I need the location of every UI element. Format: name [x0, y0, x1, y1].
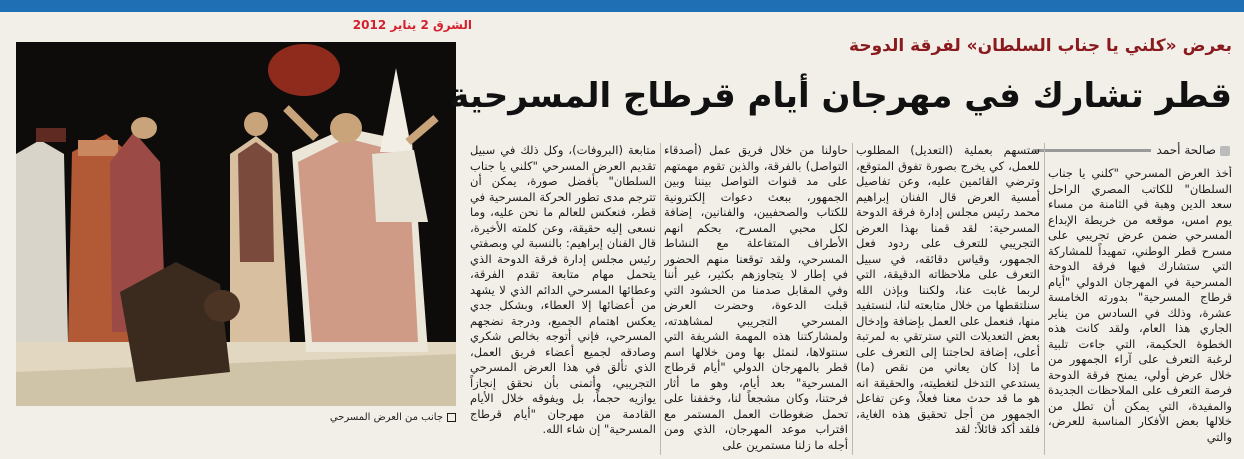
byline — [1050, 143, 1230, 161]
photo-caption — [320, 412, 456, 428]
column-divider — [1044, 143, 1045, 455]
byline-bullet-icon — [1220, 146, 1230, 156]
stage-scene-illustration — [16, 42, 456, 406]
top-color-bar — [0, 0, 1244, 12]
column-divider — [852, 143, 853, 455]
caption-text: جانب من العرض المسرحي — [329, 412, 443, 423]
article-column-2: ستسهم بعملية (التعديل) المطلوب للعمل، كي يخرج بصورة تفوق المتوقع، وترضي القائمين عليه، وعن تفاصيل أمسية العرض قال الفنان إبراهيم محمد رئيس مجلس إدارة فرقة الدوحة المسرحية: لقد قمنا بهذا العرض التجريبي للتعرف على ردود فعل الجمهور، وقياس دقائقه، في سبيل التعرف على ملاحظاته الدقيقة، التي لربما غابت عنا، ولكننا وبإذن الله سنلتقطها من خلال متابعته لنا، لنستفيد منها، فنعمل على العمل بإضافة وإدخال بعض التعديلات التي سترتقي به لمرتبة أعلى، إضافة لحاجتنا إلى التعرف على ما إذا كان يعاني من نقص (ما) يستدعي التدخل لتغطيته، والحقيقة انه هو ما قد حدث معنا فعلاً، وعن تفاعل الجمهور من أجل تحقيق هذه الغاية، فلقد أكد قائلاً: لقد — [856, 143, 1040, 436]
kicker: بعرض «كلني يا جناب السلطان» لفرقة الدوحة — [849, 36, 1232, 56]
article-column-4: متابعة (البروفات)، وكل ذلك في سبيل تقديم العرض المسرحي "كلني يا جناب السلطان" بأفضل صورة، يمكن أن تترجم مدى تطور الحركة المسرحية في قطر، فنعكس للعالم ما نحن عليه، وما نسعى إليه حقيقة، وعن كلمته الأخيرة، قال الفنان إبراهيم: بالنسبة لي وبصفتي رئيس مجلس إدارة فرقة الدوحة الذي يتحمل مهام متابعة تقدم الفرقة، وعطائها المسرحي الدائم الذي لا يشهد من أعضائها إلا العطاء، وبشكل جدي يعكس اهتمام الجميع، ودرجة نضجهم المسرحي، فإني أتوجه بخالص شكري وصادقه لجميع أعضاء فريق العمل، الذي تألق في هذا العرض المسرحي التجريبي، وأتمنى بأن نحقق إنجازاً يوازيه حجماً، بل ويفوقه خلال الأيام القادمة من مهرجان "أيام قرطاج المسرحية" إن شاء الله. — [470, 143, 656, 436]
byline-rule — [1033, 149, 1151, 152]
theatre-photo — [16, 42, 456, 406]
column-divider — [660, 143, 661, 455]
dateline: الشرق 2 يناير 2012 — [352, 18, 472, 32]
article-column-3: حاولنا من خلال فريق عمل (أصدقاء التواصل) بالفرقة، والذين تقوم مهمتهم على مد قنوات التواصل بيننا وبين الجمهور، ببعث دعوات إلكترونية للكتاب والصحفيين، والفنانين، إضافة لكل محبي المسرح، بحكم انهم الأطراف المتفاعلة مع النشاط المسرحي، ولقد توقعنا منهم الحضور في إطار لا يتجاوزهم بكثير، غير أننا وفي المقابل صدمنا من الحشود التي قبلت الدعوة، وحضرت العرض المسرحي التجريبي لمشاهدته، ولمشاركتنا هذه المهمة الشريفة التي سنتولاها، لنمثل بها ومن خلالها اسم قطر بالمهرجان الدولي "أيام قرطاج المسرحية" بعد أيام، وهو ما أثار فرحتنا، وكان مشجعاً لنا، وخففنا على تحمل ضغوطات العمل المستمر مع اقتراب موعد المهرجان، الذي ومن أجله ما زلنا مستمرين على — [664, 143, 848, 452]
byline-author: صالحة أحمد — [1156, 143, 1216, 157]
headline: قطر تشارك في مهرجان أيام قرطاج المسرحية — [449, 76, 1232, 116]
caption-square-icon — [447, 413, 456, 422]
article-column-1: أخذ العرض المسرحي "كلني يا جناب السلطان" للكاتب المصري الراحل سعد الدين وهبة في الثامنة من مساء يوم امس، موقعه من خريطة الإبداع المسرحي ضمن عرض تجريبي على مسرح قطر الوطني، تمهيداً للمشاركة التي ستشارك فيها فرقة الدوحة المسرحية في المهرجان الدولي "أيام قرطاج المسرحية" بدورته الخامسة عشرة، وذلك في السادس من يناير الجاري هذا العام، ولقد كانت هذه الخطوة الحكيمة، التي جاءت تلبية لرغبة التعرف على آراء الجمهور من خلال عرض أولي، يمنح فرقة الدوحة فرصة التعرف على الملاحظات الجديدة والمفيدة، التي يمكن أن تطل من خلالها بعض الأفكار المناسبة للعرض، والتي — [1048, 166, 1232, 444]
